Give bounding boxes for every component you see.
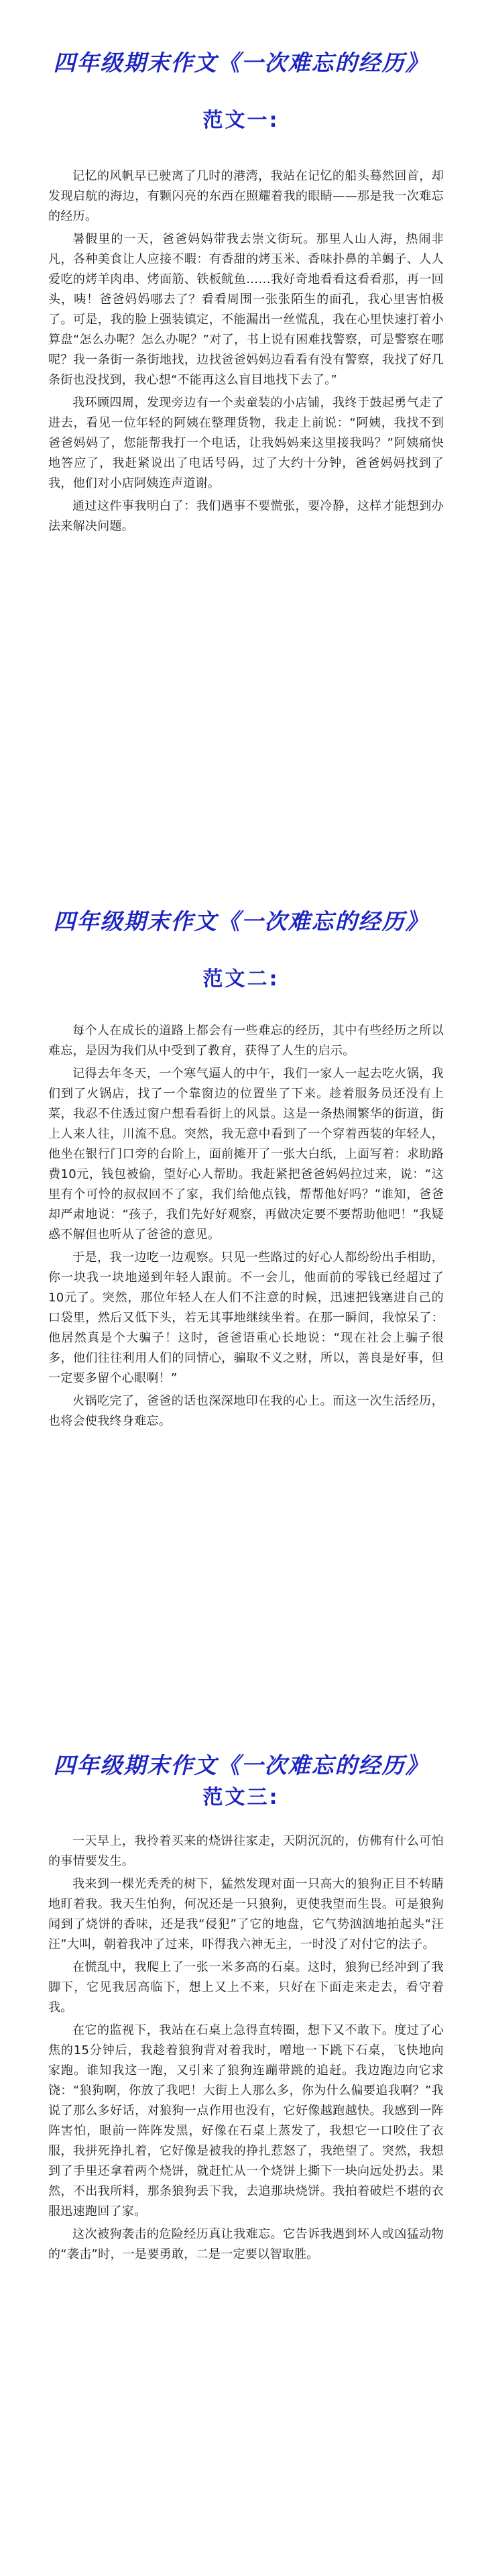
essay-3 [0, 1751, 482, 1813]
paragraph: 在它的监视下，我站在石桌上急得直转圈，想下又不敢下。度过了心焦的15分钟后，我趁着狼狗背对着我时，噌地一下跳下石桌，飞快地向家跑。谁知我这一跑，又引来了狼狗连蹦带跳的追赶。我边跑边向它求饶：“狼狗啊，你放了我吧！大街上人那么多，你为什么偏要追我啊？”我说了那么多好话，对狼狗一点作用也没有，它好像越跑越快。我感到一阵阵害怕，眼前一阵阵发黑，好像在石桌上蒸发了，我想它一口咬住了衣服，我拼死挣扎着，它好像是被我的挣扎惹怒了，我绝望了。突然，我想到了手里还拿着两个烧饼，就赶忙从一个烧饼上撕下一块向远处扔去。果然，不出我所料，那条狼狗丢下我，去追那块烧饼。我拍着破烂不堪的衣服迅速跑回了家。 [48, 2023, 444, 2218]
essay-1 [0, 48, 482, 136]
paragraph: 一天早上，我拎着买来的烧饼往家走，天阴沉沉的，仿佛有什么可怕的事情要发生。 [48, 1834, 444, 1868]
paragraph: 我来到一棵光秃秃的树下，猛然发现对面一只高大的狼狗正目不转睛地盯着我。我天生怕狗，何况还是一只狼狗，更使我望而生畏。可是狼狗闻到了烧饼的香味，还是我“侵犯”了它的地盘，它气势汹汹地拍起头“汪汪”大叫，朝着我冲了过来，吓得我六神无主，一时没了对付它的法子。 [48, 1877, 444, 1951]
paragraph: 在慌乱中，我爬上了一张一米多高的石桌。这时，狼狗已经冲到了我脚下，它见我居高临下，想上又上不来，只好在下面走来走去，看守着我。 [48, 1960, 444, 2015]
essay-title: 四年级期末作文《一次难忘的经历》 [53, 908, 429, 934]
essay-title: 四年级期末作文《一次难忘的经历》 [53, 1752, 429, 1778]
paragraph: 火锅吃完了，爸爸的话也深深地印在我的心上。而这一次生活经历，也将会使我终身难忘。 [48, 1394, 444, 1428]
essay-label: 范文一: [202, 109, 280, 132]
paragraph: 暑假里的一天，爸爸妈妈带我去崇文街玩。那里人山人海，热闹非凡，各种美食让人应接不暇：有香甜的烤玉米、香味扑鼻的羊蝎子、人人爱吃的烤羊肉串、烤面筋、铁板鱿鱼……我好奇地看看这看看那，再一回头，咦！爸爸妈妈哪去了？看看周围一张张陌生的面孔，我心里害怕极了。可是，我的脸上强装镇定，不能漏出一丝慌乱，我在心里快速打着小算盘“怎么办呢？怎么办呢？”对了，书上说有困难找警察，可是警察在哪呢？我一条街一条街地找，边找爸爸妈妈边看看有没有警察，我找了好几条街也没找到，我心想“不能再这么盲目地找下去了。” [48, 232, 444, 387]
essay-label: 范文三: [202, 1786, 280, 1809]
essay-body [48, 166, 444, 539]
essay-body [48, 1831, 444, 2267]
paragraph: 记忆的风帆早已驶离了几时的港湾，我站在记忆的船头蓦然回首，却发现启航的海边，有颗闪亮的东西在照耀着我的眼睛——那是我一次难忘的经历。 [48, 169, 444, 223]
paragraph: 记得去年冬天，一个寒气逼人的中午，我们一家人一起去吃火锅，我们到了火锅店，找了一个靠窗边的位置坐了下来。趁着服务员还没有上菜，我忍不住透过窗户想看看街上的风景。这是一条热闹繁华的街道，街上人来人往，川流不息。突然，我无意中看到了一个穿着西装的年轻人，他坐在银行门口旁的台阶上，面前摊开了一张大白纸，上面写着：求助路费10元，钱包被偷，望好心人帮助。我赶紧把爸爸妈妈拉过来，说：“这里有个可怜的叔叔回不了家，我们给他点钱，帮帮他好吗？”谁知，爸爸却严肃地说：“孩子，我们先好好观察，再做决定要不要帮助他吧！”我疑惑不解但也听从了爸爸的意见。 [48, 1067, 444, 1242]
paragraph: 通过这件事我明白了：我们遇事不要慌张，要冷静，这样才能想到办法来解决问题。 [48, 499, 444, 533]
essay-title: 四年级期末作文《一次难忘的经历》 [53, 50, 429, 76]
paragraph: 这次被狗袭击的危险经历真让我难忘。它告诉我遇到坏人或凶猛动物的“袭击”时，一是要勇敢，二是一定要以智取胜。 [48, 2227, 444, 2261]
paragraph: 于是，我一边吃一边观察。只见一些路过的好心人都纷纷出手相助，你一块我一块地递到年轻人跟前。不一会儿，他面前的零钱已经超过了10元了。突然，那位年轻人在人们不注意的时候，迅速把钱塞进自己的口袋里，然后又低下头，若无其事地继续坐着。在那一瞬间，我惊呆了：他居然真是个大骗子！这时，爸爸语重心长地说：“现在社会上骗子很多，他们往往利用人们的同情心，骗取不义之财，所以，善良是好事，但一定要多留个心眼啊！” [48, 1250, 444, 1385]
essay-label: 范文二: [202, 967, 280, 991]
essay-2 [0, 907, 482, 994]
essay-body [48, 1021, 444, 1434]
paragraph: 每个人在成长的道路上都会有一些难忘的经历，其中有些经历之所以难忘，是因为我们从中受到了教育，获得了人生的启示。 [48, 1024, 444, 1058]
paragraph: 我环顾四周，发现旁边有一个卖童装的小店铺，我终于鼓起勇气走了进去，看见一位年轻的阿姨在整理货物，我走上前说：“阿姨，我找不到爸爸妈妈了，您能帮我打一个电话，让我妈妈来这里接我吗？”阿姨痛快地答应了，我赶紧说出了电话号码，过了大约十分钟，爸爸妈妈找到了我，他们对小店阿姨连声道谢。 [48, 396, 444, 490]
